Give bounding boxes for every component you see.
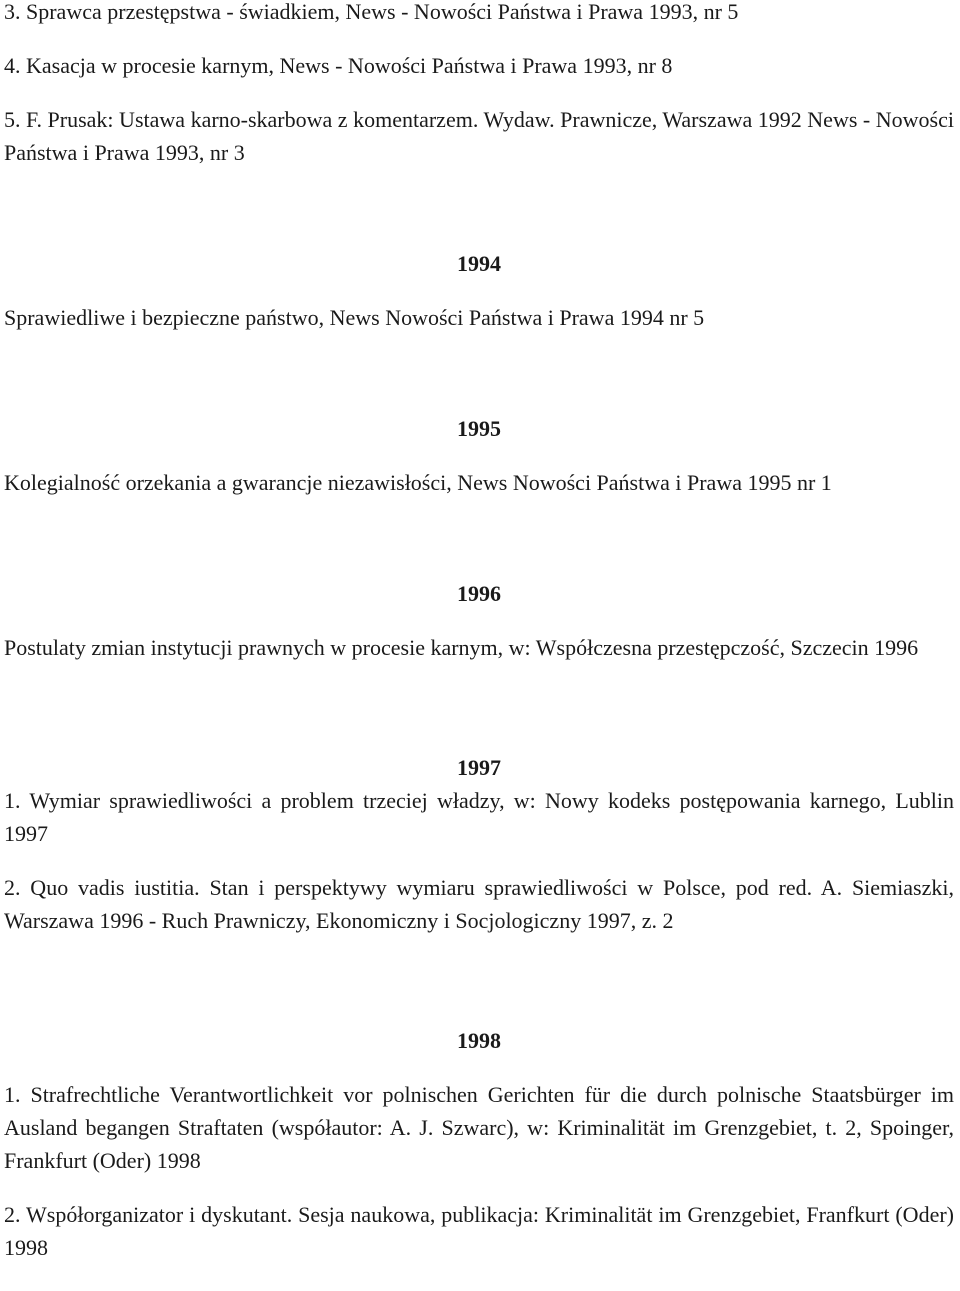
list-item: Postulaty zmian instytucji prawnych w procesie karnym, w: Współczesna przestępczość, Szczecin 1996: [4, 635, 919, 660]
year-heading-1998: 1998: [457, 1028, 501, 1053]
list-item: Sprawiedliwe i bezpieczne państwo, News Nowości Państwa i Prawa 1994 nr 5: [4, 305, 705, 330]
list-item: 4. Kasacja w procesie karnym, News - Nowości Państwa i Prawa 1993, nr 8: [4, 53, 673, 78]
list-item: 5. F. Prusak: Ustawa karno-skarbowa z komentarzem. Wydaw. Prawnicze, Warszawa 1992 News - Nowości Państwa i Prawa 1993, nr 3: [4, 107, 954, 165]
year-heading-1996: 1996: [457, 581, 501, 606]
list-item: 1. Wymiar sprawiedliwości a problem trzeciej władzy, w: Nowy kodeks postępowania karnego, Lublin 1997: [4, 788, 954, 846]
list-item: Kolegialność orzekania a gwarancje niezawisłości, News Nowości Państwa i Prawa 1995 nr 1: [4, 470, 832, 495]
year-heading-1994: 1994: [457, 251, 501, 276]
list-item: 3. Sprawca przestępstwa - świadkiem, News - Nowości Państwa i Prawa 1993, nr 5: [4, 0, 739, 24]
year-heading-1997: 1997: [457, 755, 501, 780]
list-item: 2. Quo vadis iustitia. Stan i perspektywy wymiaru sprawiedliwości w Polsce, pod red. A. Siemiaszki, Warszawa 1996 - Ruch Prawniczy, Ekonomiczny i Socjologiczny 1997, z. 2: [4, 875, 954, 933]
publication-list: [4, 0, 954, 1264]
list-item: 1. Strafrechtliche Verantwortlichkeit vor polnischen Gerichten für die durch polnische Staatsbürger im Ausland begangen Straftaten (współautor: A. J. Szwarc), w: Kriminalität im Grenzgebiet, t. 2, Spoinger, Frankfurt (Oder) 1998: [4, 1082, 954, 1173]
year-heading-1995: 1995: [457, 416, 501, 441]
list-item: 2. Współorganizator i dyskutant. Sesja naukowa, publikacja: Kriminalität im Grenzgebiet, Franfkurt (Oder) 1998: [4, 1202, 954, 1260]
